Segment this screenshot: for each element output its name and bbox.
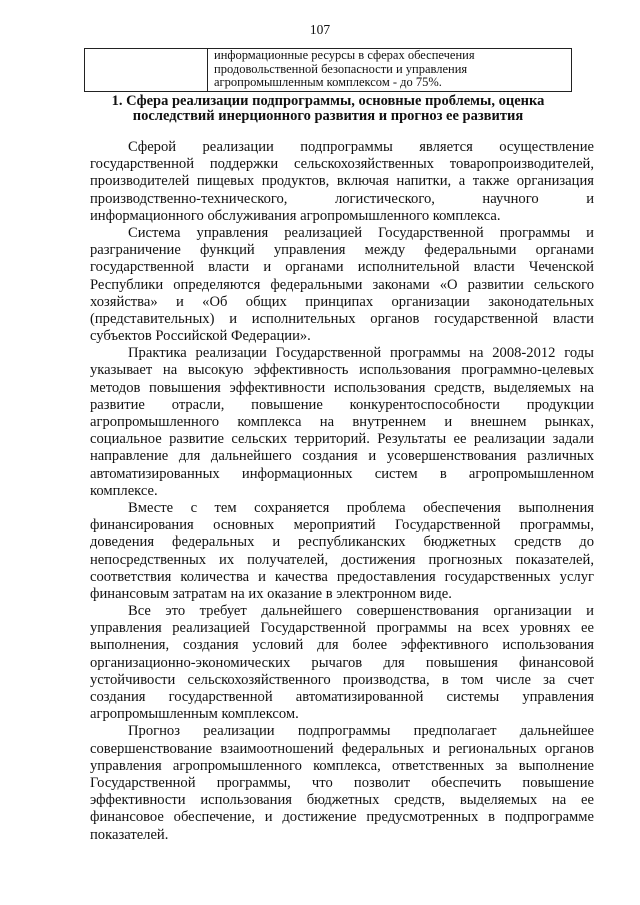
paragraph-line: финансирования основных мероприятий Государственной программы, — [90, 517, 594, 534]
paragraph-line: комплексе. — [90, 482, 158, 499]
paragraph — [90, 345, 594, 500]
table-row — [85, 49, 572, 92]
paragraph-line: развитие отрасли, повышение конкурентоспособности продукции — [90, 396, 594, 413]
paragraph-line: соответствия количества и качества предоставления государственных услуг — [90, 568, 594, 585]
body-text — [90, 139, 594, 844]
paragraph-line: доведения федеральных и республиканских бюджетных средств до — [90, 534, 594, 551]
table-cell-line: информационные ресурсы в сферах обеспечения — [214, 48, 475, 62]
section-title-line: 1. Сфера реализации подпрограммы, основные проблемы, оценка — [111, 93, 545, 109]
paragraph-line: информационного обслуживания агропромышленного комплекса. — [90, 207, 501, 224]
paragraph-line: государственной власти и органами исполнительной власти Чеченской — [90, 259, 594, 276]
paragraph-line: разграничение функций управления между федеральными органами — [90, 242, 594, 259]
paragraph-line: автоматизированных информационных систем в агропромышленном — [90, 465, 594, 482]
paragraph-line: субъектов Российской Федерации». — [90, 328, 311, 345]
paragraph-line: социальное развитие сельских территорий. Результаты ее реализации задали — [90, 431, 594, 448]
section-title-line: последствий инерционного развития и прогноз ее развития — [132, 108, 524, 124]
paragraph-line: производителей пищевых продуктов, включая напитки, а также организация — [90, 173, 594, 190]
paragraph — [90, 603, 594, 723]
paragraph-line: управления агропромышленного комплекса, ответственных за выполнение — [90, 757, 594, 774]
paragraph — [90, 500, 594, 603]
paragraph — [90, 225, 594, 345]
paragraph-line: совершенствование взаимоотношений федеральных и региональных органов — [90, 740, 594, 757]
table-cell-text — [208, 49, 572, 92]
paragraph-line: агропромышленного комплекса на внутреннем и внешнем рынках, — [90, 414, 594, 430]
paragraph-line: направление для дальнейшего создания и усовершенствования различных — [90, 448, 594, 465]
paragraph-line: финансовым затратам на их оказание в электронном виде. — [90, 585, 452, 602]
paragraph-line: Сферой реализации подпрограммы является осуществление — [128, 139, 594, 155]
paragraph-line: Государственной программы, что позволит обеспечить повышение — [90, 774, 594, 791]
carryover-table — [84, 48, 572, 92]
paragraph-line: организационно-экономических рычагов для повышения финансовой — [90, 654, 594, 671]
paragraph-line: Все это требует дальнейшего совершенствования организации и — [128, 603, 594, 620]
table-cell-line: агропромышленным комплексом - до 75%. — [214, 75, 442, 89]
paragraph-line: государственной поддержки сельскохозяйственных товаропроизводителей, — [90, 156, 594, 173]
paragraph-line: Прогноз реализации подпрограммы предполагает дальнейшее — [128, 723, 594, 740]
paragraph-line: указывает на высокую эффективность использования программно-целевых — [90, 362, 594, 379]
table-cell-empty — [85, 49, 208, 92]
paragraph-line: непосредственных их получателей, достижения прогнозных показателей, — [90, 551, 594, 568]
paragraph-line: Вместе с тем сохраняется проблема обеспечения выполнения — [128, 499, 594, 516]
paragraph-line: (представительных) и исполнительных органов государственной власти — [90, 310, 594, 327]
paragraph-line: Республики определяются федеральными законами «О развитии сельского — [90, 276, 594, 293]
paragraph-line: эффективности использования бюджетных средств, выделяемых на ее — [90, 792, 594, 809]
page-number: 107 — [309, 22, 331, 37]
section-title — [84, 94, 572, 124]
paragraph — [90, 723, 594, 843]
paragraph-line: создания государственной автоматизированной системы управления — [90, 689, 594, 705]
paragraph-line: финансовое обеспечение, и достижение предусмотренных в подпрограмме — [90, 809, 594, 826]
paragraph — [90, 139, 594, 225]
paragraph-line: Практика реализации Государственной программы на 2008-2012 годы — [128, 345, 594, 362]
paragraph-line: устойчивости сельскохозяйственного производства, в том числе за счет — [90, 671, 594, 688]
paragraph-line: методов повышения эффективности использования средств, выделяемых на — [90, 379, 594, 396]
paragraph-line: агропромышленным комплексом. — [90, 706, 299, 723]
table-cell-line: продовольственной безопасности и управления — [214, 61, 468, 76]
paragraph-line: производственно-технического, логистического, научного и — [90, 190, 594, 207]
paragraph-line: хозяйства» и «Об общих принципах организации законодательных — [90, 293, 594, 310]
paragraph-line: выполнения, создания условий для более эффективного использования — [90, 637, 594, 654]
paragraph-line: Система управления реализацией Государственной программы и — [128, 224, 594, 241]
paragraph-line: показателей. — [90, 826, 169, 843]
paragraph-line: управления реализацией Государственной программы на всех уровнях ее — [90, 620, 594, 637]
